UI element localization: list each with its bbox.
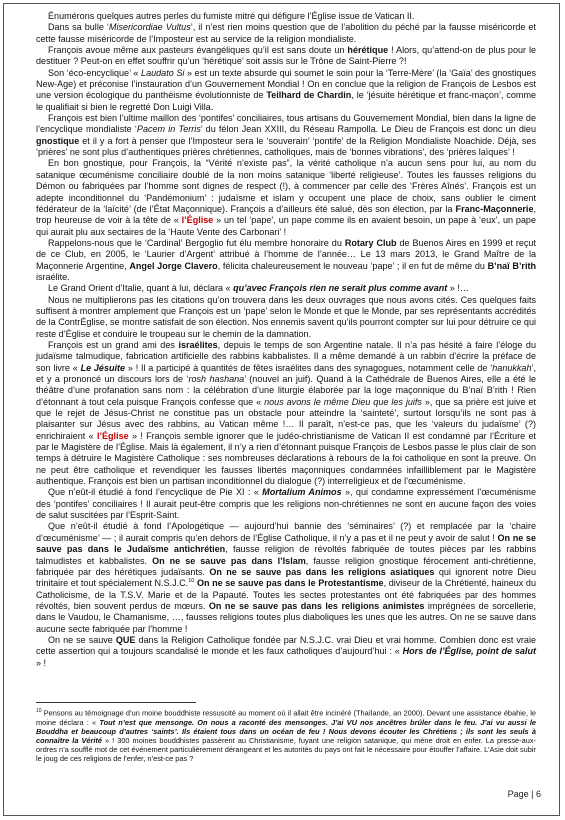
text-run: On ne se sauve pas dans les religions asiatiques — [209, 566, 435, 577]
text-run: » ! François semble ignorer que le judéo-christianisme de Vatican II est condamné par l’Écriture et par le Magistère de l’Église. Mais là également, il n’y a rien d’étonnant puisque François de Lesbos passe le plus clair de son temps à détruire le Magistère Catholique : ses nombreuses déclarations à rebours de la foi catholique en sont la preuve. On ne peut être catholique et revendiquer les fausses libertés maçonniques condamnées infailliblement par le Magistère authentique. François est bien un partisan inconditionnel du dialogue (?) interreligieux et de l’œcuménisme. — [36, 430, 537, 487]
text-run: On ne se sauve pas dans l’Islam — [152, 555, 306, 566]
text-run: et il y a fort à penser que l’Imposteur sera le ‘souverain’ ‘pontife’ de la Religion Mondialiste Noachide. Déjà, ses ‘prières’ ne sont plus d’authentiques prières chrétiennes, catholiques, mais de ‘bonnes vibrations’, des ‘prières laïques’ ! — [36, 135, 536, 158]
text-run: ’, et y a prononcé un discours lors de ‘ — [36, 362, 537, 384]
text-run: Teilhard de Chardin — [266, 90, 352, 101]
paragraph — [36, 487, 536, 521]
paragraph — [36, 68, 536, 113]
text-run: dans la Religion Catholique fondée par N.S.J.C. vrai Dieu et vrai homme. Combien donc est vraie cette assertion qui a toujours scandalisé le monde et les faux catholiques d’aujourd’hui : « — [36, 634, 536, 657]
text-run: l’Église — [96, 430, 129, 441]
paragraph — [36, 45, 536, 68]
footnote-number: 10 — [36, 708, 42, 714]
text-run: François avoue même aux pasteurs évangéliques qu’il est sans doute un — [48, 45, 348, 56]
text-run: rosh hashana — [188, 374, 245, 384]
text-run: nous avons le même Dieu que les juifs — [264, 396, 422, 407]
text-run: Franc-Maçonnerie — [455, 203, 534, 214]
text-run: Pacem in Terris — [136, 124, 201, 135]
text-run: , fausse religion gnostique férocement anti-chrétienne, fabriquée par des hérétiques judaïsants. — [36, 555, 536, 577]
text-run: On ne se sauve pas dans le Protestantisme — [196, 578, 384, 589]
text-run: hanukkah — [492, 362, 532, 373]
paragraph — [36, 340, 536, 487]
footnote — [36, 707, 536, 764]
text-run: , fausse religion de révoltés fabriquée de toutes pièces par les rabbins talmudistes et kabbalistes. — [36, 544, 536, 566]
text-run: Nous ne multiplierons pas les citations qu’on trouvera dans les deux ouvrages que nous avons cités. Ces quelques faits suffisent à montrer amplement que François est un ‘pape’ selon le Monde et que le Monde, par ses représentants accrédités de la ContrÉglise, se montre satisfait de son élection. Nos ennemis savent qu’ils pourront compter sur lui pour détruire ce qui reste d’Église et conduire le troupeau sur le chemin de la damnation. — [36, 294, 536, 339]
page-number: Page | 6 — [507, 789, 541, 799]
text-run: Laudato Si — [141, 67, 185, 78]
text-run: israélite. — [36, 271, 70, 282]
text-run: », qui condamne expressément l’œcuménisme des ‘pontifes’ conciliaires ! Il aurait peut-être compris que les religions non-chrétiennes ne sont en aucune façon des voies de salut suscitées par l’Esprit-Saint. — [36, 487, 537, 521]
text-run: , trop heureuse de voir à la tête de « — [36, 203, 536, 226]
text-run: François est bien l’ultime maillon des ‘pontifes’ conciliaires, tous artisans du Gouvernement Mondial, bien dans la ligne de l’encyclique mondialiste ‘ — [36, 113, 536, 135]
paragraph — [36, 635, 536, 669]
text-run: François est un grand ami des — [48, 339, 179, 350]
text-run: l’Église — [181, 215, 214, 226]
text-run: , félicita chaleureusement le nouveau ‘pape’ ; il en fut de même du — [217, 260, 488, 271]
text-run: Misericordiae Vultus — [108, 22, 191, 33]
text-run: , diviseur de la Chrétienté, haineux du Catholicisme, de la T.S.V. Marie et de la Papauté. Toutes les sectes protestantes ont été fabriquées par des hommes révoltés, bien souvent perdus de mœurs. — [36, 578, 536, 611]
text-run: qu’avec François rien ne serait plus comme avant — [233, 283, 448, 294]
text-run: Que n’eût-il étudié à fond l’encyclique de Pie XI : « — [48, 487, 263, 498]
text-run: Énumérons quelques autres perles du fumiste mitré qui défigure l’Église issue de Vatican II. — [48, 11, 415, 21]
paragraph — [36, 283, 536, 294]
text-run: ’ (nouvel an juif). Quand à la Cathédrale de Buenos Aires, elle a été le théâtre d’une profanation sans nom : la célébration d’une liturgie élaborée par la loge maçonnique du B’naï B’rith ! Rien d’étonnant à tout cela puisque François confesse que « — [36, 374, 536, 407]
paragraph — [36, 521, 536, 634]
text-run: hérétique — [347, 45, 389, 56]
text-run: Son ‘éco-encyclique’ « — [48, 67, 142, 78]
text-run: » est un texte absurde qui soumet le soin pour la ‘Terre-Mère’ (la ‘Gaïa’ des gnostiques New-Age) et préconise l’instauration d’un Gouvernement Mondial ! On en conclue que la religion de François de Lesbos est une version écologique du panthéisme évolutionniste de — [36, 67, 536, 101]
text-run: Rappelons-nous que le ‘Cardinal’ Bergoglio fut élu membre honoraire du — [48, 237, 345, 248]
text-run: de Buenos Aires en 1999 et reçut de ce Club, en 2005, le ‘Laurier d’Argent’ attribué à l’homme de l’année… Le 13 mars 2013, le Grand Maître de la Maçonnerie Argentine, — [36, 237, 536, 271]
text-run: israélites — [178, 339, 218, 350]
text-run: Rotary Club — [344, 237, 397, 248]
text-run: qui ignorent notre Dieu trinitaire et tout spécialement N.S.J.C. — [36, 566, 536, 589]
footnote-divider — [36, 702, 196, 703]
text-run: On ne se sauve pas dans les religions animistes — [208, 600, 425, 611]
text-run: Angel Jorge Clavero — [129, 260, 218, 271]
text-run: , depuis le temps de son Argentine natale. Il n’a pas hésité à faire l’éloge du judaïsme talmudique, fabrication artificielle des rabbins kabbalistes. Il a même demandé à un rabbin d’écrire la préface de son livre « — [36, 339, 536, 373]
text-run: Hors de l’Église, point de salut — [402, 646, 536, 657]
footnote-ref: 10 — [188, 578, 195, 585]
paragraph — [36, 238, 536, 283]
text-run: ’, il n’est rien moins question que de l’abolition du péché par la fausse miséricorde et cette fausse miséricorde de l’Imposteur est au service de la religion mondialiste. — [36, 22, 536, 44]
text-run: , le ‘jésuite hérétique et franc-maçon’, comme le qualifiait si bien le regretté Don Luigi Villa. — [36, 90, 537, 112]
text-run: imprégnées de sorcellerie, dans le Vaudou, le Chamanisme, …, fausses religions toutes plus diaboliques les unes que les autres. On ne se sauve dans aucune secte fabriquée par l’homme ! — [36, 600, 536, 634]
text-run: » ! 300 moines bouddhistes passèrent au Christianisme, fuyant une religion satanique, qui mène droit en enfer. La presse-aux-ordres n’a soufflé mot de cet événement particulièrement dérangeant et les autorités du pays ont fait le nécessaire pour étouffer l’affaire. L’Asie doit subir le joug de ces religions de l’enfer, n’est-ce pas ? — [36, 736, 536, 764]
text-run: Le Grand Orient d’Italie, quant à lui, déclara « — [48, 283, 234, 294]
paragraph — [36, 158, 536, 237]
text-run: B’naï B’rith — [487, 260, 536, 271]
text-run: » !… — [447, 283, 469, 294]
paragraph — [36, 295, 536, 340]
text-run: », que sa prière est juive et que le rejet de Jésus-Christ ne constitue pas un obstacle pour atteindre la ‘sainteté’, surtout lorsqu’ils ne sont pas à plaisanter sur Jésus avec des rabbins, au Vatican même !… Il paraît, n’est-ce pas, que les ‘valeurs du judaïsme’ (?) enrichiraient « — [36, 396, 536, 441]
text-run: Que n’eût-il étudié à fond l’Apologétique — aujourd’hui bannie des ‘séminaires’ (?) et remplacée par la ‘chaire d’œcuménisme’ — ; il aurait compris qu’en dehors de l’Église Catholique, il n’y a pas et il ne peut y avoir de salut ! — [36, 521, 536, 543]
text-run: Pensons au témoignage d’un moine bouddhiste ressuscité au moment où il allait être incinéré (Thaïlande, an 2000). Devant une assistance ébahie, le moine déclara : « — [36, 708, 536, 727]
text-run: » ! — [36, 657, 47, 668]
text-run: gnostique — [36, 135, 80, 146]
text-run: On ne se sauve pas dans le Judaïsme antichrétien — [36, 532, 536, 555]
text-run: On ne se sauve — [48, 634, 116, 645]
paragraph — [36, 113, 536, 158]
text-run: ! Alors, qu’attend-on de plus pour le destituer ? Peut-on en effet souffrir qu’un ‘hérétique’ soit assis sur le Trône de Saint-Pierre ?! — [36, 45, 537, 67]
article-body — [36, 11, 536, 669]
text-run: QUE — [115, 634, 136, 645]
text-run: En bon gnostique, pour François, la “Vérité n’existe pas”, la vérité catholique n’a aucun sens pour lui, au nom du satanique œcuménisme conciliaire doublé de la non moins satanique ‘liberté religieuse’. Toutes les fausses religions du Démon ou fabriquées par l’homme sont dignes de respect (!), à commencer par celle des ‘Frères Aînés’. François est un adepte inconditionnel du ‘Pandémonium’ : judaïsme et islam y occupent une place de choix, sans oublier le ciment fédérateur de la ‘laïcité’ (de l’État Maçonnique). François a d’ailleurs été salué, dès son élection, par la — [36, 158, 536, 214]
text-run: » un tel ‘pape’, un pape comme ils en avaient besoin, un pape à ‘eux’, un pape qui aurait plu aux sectaires de la ‘Haute Vente des Carbonari’ ! — [36, 215, 536, 237]
paragraph — [36, 22, 536, 45]
text-run: Le Jésuite — [80, 362, 126, 373]
text-run: Tout n’est que mensonge. On nous a raconté des mensonges. J’ai VU nos ancêtres brûler dans le feu. J’ai vu aussi le Bouddha et beaucoup d’autres ‘saints’. Ils étaient tous dans un océan de feu ! Nous devons écouter les Chrétiens ; ils sont les seuls à connaître la Vérité — [36, 717, 536, 746]
text-run: Dans sa bulle ‘ — [48, 22, 109, 33]
text-run: Mortalium Animos — [262, 487, 342, 498]
paragraph — [36, 11, 536, 22]
text-run: ’ du félon Jean XXIII, du Réseau Rampolla. Le Dieu de François est donc un dieu — [200, 124, 536, 135]
text-run: » ! Il a participé à quantités de fêtes israélites dans des synagogues, notamment celle de ‘ — [125, 362, 493, 373]
